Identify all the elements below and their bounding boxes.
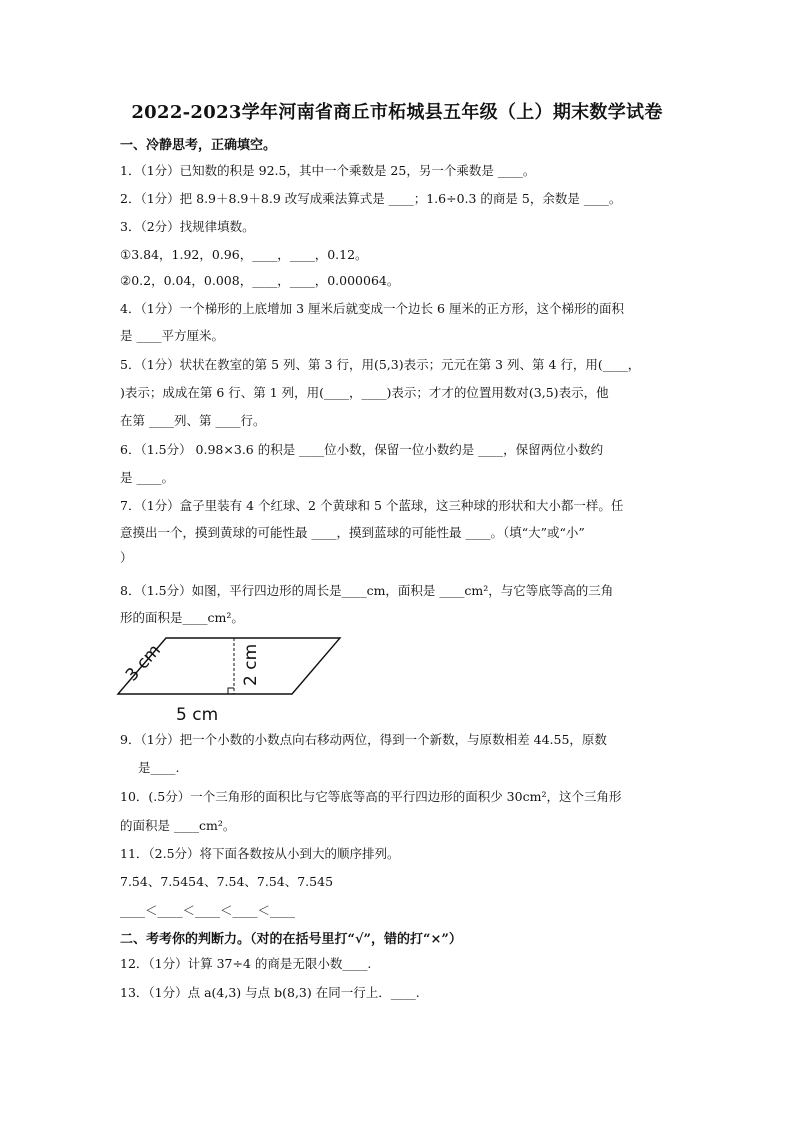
question-2: 2．（1分）把 8.9＋8.9＋8.9 改写成乘法算式是 ____；1.6÷0.3 的商是 5，余数是 ____。 bbox=[120, 191, 622, 206]
question-4-line1: 4．（1分）一个梯形的上底增加 3 厘米后就变成一个边长 6 厘米的正方形，这个梯形的面积 bbox=[120, 301, 624, 316]
parallelogram-figure bbox=[116, 630, 356, 725]
right-angle-mark bbox=[228, 688, 234, 694]
question-8-line1: 8．（1.5分）如图，平行四边形的周长是____cm，面积是 ____cm²，与它等底等高的三角 bbox=[120, 583, 614, 598]
question-8-line2: 形的面积是____cm²。 bbox=[120, 610, 244, 625]
question-4-line2: 是 ____平方厘米。 bbox=[120, 328, 224, 343]
question-11-numbers: 7.5̇4̇、7.5454、7.54、7.54̇、7.5̇45̇ bbox=[120, 874, 334, 889]
question-6-line1: 6．（1.5分） 0.98×3.6 的积是 ____位小数，保留一位小数约是 ____，保留两位小数约 bbox=[120, 442, 604, 457]
question-11-answer-blanks: ____＜____＜____＜____＜____ bbox=[120, 903, 296, 918]
question-3: 3．（2分）找规律填数。 bbox=[120, 219, 255, 234]
question-1: 1．（1分）已知数的积是 92.5，其中一个乘数是 25，另一个乘数是 ____。 bbox=[120, 163, 536, 178]
question-3b: ②0.2，0.04，0.008，____，____，0.000064。 bbox=[120, 273, 400, 288]
page-title: 2022-2023学年河南省商丘市柘城县五年级（上）期末数学试卷 bbox=[131, 102, 663, 123]
question-5-line1: 5．（1分）状状在教室的第 5 列、第 3 行，用(5,3)表示；元元在第 3 列、第 4 行，用(____， bbox=[120, 357, 641, 372]
question-10-line1: 10．(.5分）一个三角形的面积比与它等底等高的平行四边形的面积少 30cm²，这个三角形 bbox=[120, 789, 622, 804]
question-5-line3: 在第 ____列、第 ____行。 bbox=[120, 413, 266, 428]
question-7-line1: 7．（1分）盒子里装有 4 个红球、2 个黄球和 5 个蓝球，这三种球的形状和大小都一样。任 bbox=[120, 498, 624, 513]
question-7-line3: ） bbox=[120, 550, 133, 565]
question-11-line1: 11．（2.5分）将下面各数按从小到大的顺序排列。 bbox=[120, 846, 400, 861]
section-heading-2: 二、考考你的判断力。（对的在括号里打“√”，错的打“×”） bbox=[120, 932, 462, 947]
question-7-line2: 意摸出一个，摸到黄球的可能性最 ____，摸到蓝球的可能性最 ____。（填“大”或“小” bbox=[120, 525, 585, 540]
height-label: 2 cm bbox=[241, 643, 261, 686]
question-13: 13．（1分）点 a(4,3) 与点 b(8,3) 在同一行上．____. bbox=[120, 985, 420, 1000]
question-10-line2: 的面积是 ____cm²。 bbox=[120, 818, 236, 833]
side-label: 3 cm bbox=[121, 640, 165, 686]
base-label: 5 cm bbox=[176, 705, 219, 725]
question-9-line2: 是____. bbox=[138, 760, 180, 775]
question-12: 12．（1分）计算 37÷4 的商是无限小数____. bbox=[120, 956, 372, 971]
question-6-line2: 是 ____。 bbox=[120, 470, 174, 485]
section-heading-1: 一、冷静思考，正确填空。 bbox=[120, 138, 277, 153]
question-3a: ①3.84，1.92，0.96，____，____，0.12。 bbox=[120, 247, 368, 262]
question-5-line2: )表示；成成在第 6 行、第 1 列，用(____，____)表示；才才的位置用数对(3,5)表示，他 bbox=[120, 385, 609, 400]
question-9-line1: 9．（1分）把一个小数的小数点向右移动两位，得到一个新数，与原数相差 44.55，原数 bbox=[120, 732, 607, 747]
